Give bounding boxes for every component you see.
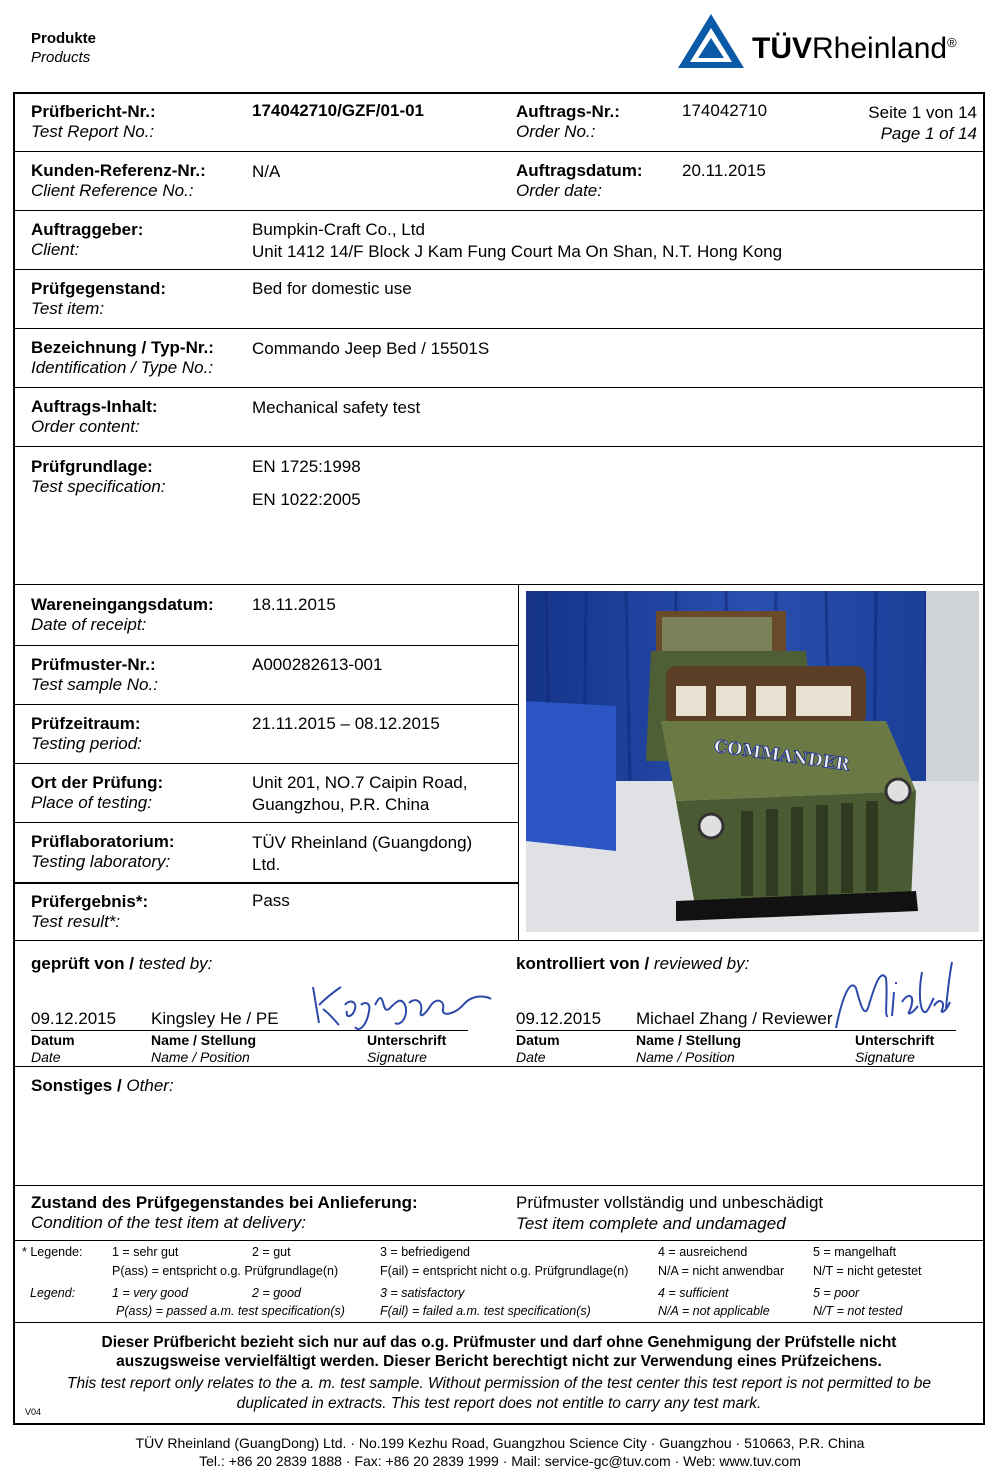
caption-date-en: Date bbox=[31, 1049, 61, 1065]
identification-value: Commando Jeep Bed / 15501S bbox=[252, 339, 490, 358]
legend-de-3: 3 = befriedigend bbox=[380, 1245, 471, 1259]
row-divider bbox=[15, 822, 518, 823]
footer-address: TÜV Rheinland (GuangDong) Ltd. · No.199 Kezhu Road, Guangzhou Science City · Guangzhou · 510663, P.R. China bbox=[135, 1435, 865, 1451]
row-divider bbox=[15, 940, 983, 941]
caption-date-en-right: Date bbox=[516, 1049, 546, 1065]
report-no-label-en: Test Report No.: bbox=[31, 122, 155, 141]
reviewed-name-value: Michael Zhang / Reviewer bbox=[636, 1009, 833, 1028]
sample-no-label-en: Test sample No.: bbox=[31, 675, 158, 694]
brand-bold: TÜV bbox=[752, 32, 812, 65]
row-divider bbox=[15, 1185, 983, 1186]
tested-date-value: 09.12.2015 bbox=[31, 1009, 117, 1028]
page-number-de: Seite 1 von 14 bbox=[868, 103, 977, 122]
footer-contact: Tel.: +86 20 2839 1888 · Fax: +86 20 2839 1999 · Mail: service-gc@tuv.com · Web: www.tuv.com bbox=[199, 1453, 801, 1469]
testing-period-label-de: Prüfzeitraum: bbox=[31, 714, 141, 733]
order-content-label-en: Order content: bbox=[31, 417, 140, 436]
legend-en-nt: N/T = not tested bbox=[813, 1304, 903, 1318]
row-divider bbox=[15, 645, 518, 646]
test-spec-label-de: Prüfgrundlage: bbox=[31, 457, 153, 476]
condition-value-de: Prüfmuster vollständig und unbeschädigt bbox=[516, 1193, 824, 1212]
row-divider bbox=[15, 210, 983, 211]
test-spec-value-1: EN 1725:1998 bbox=[252, 457, 361, 476]
identification-label-en: Identification / Type No.: bbox=[31, 358, 214, 377]
row-divider bbox=[15, 269, 983, 270]
tuv-brand-wordmark bbox=[752, 26, 957, 66]
legend-en-2: 2 = good bbox=[252, 1286, 302, 1300]
sample-no-value: A000282613-001 bbox=[252, 655, 383, 674]
test-spec-label-en: Test specification: bbox=[31, 477, 166, 496]
test-item-label-en: Test item: bbox=[31, 299, 105, 318]
row-divider bbox=[15, 704, 518, 705]
reviewed-by-heading bbox=[516, 953, 749, 975]
tested-by-de: geprüft von / bbox=[31, 954, 134, 973]
client-label-de: Auftraggeber: bbox=[31, 220, 144, 239]
sample-no-label-de: Prüfmuster-Nr.: bbox=[31, 655, 156, 674]
date-receipt-label-en: Date of receipt: bbox=[31, 615, 147, 634]
legend-en-na: N/A = not applicable bbox=[658, 1304, 770, 1318]
tested-by-heading bbox=[31, 953, 212, 975]
brand-registered: ® bbox=[947, 35, 957, 50]
client-address-value: Unit 1412 14/F Block J Kam Fung Court Ma On Shan, N.T. Hong Kong bbox=[252, 242, 783, 261]
row-divider bbox=[15, 1240, 983, 1241]
tuv-triangle-logo-icon bbox=[676, 12, 746, 70]
disclaimer-en-line2: duplicated in extracts. This test report does not entitle to carry any test mark. bbox=[236, 1395, 762, 1412]
legend-de-2: 2 = gut bbox=[252, 1245, 291, 1259]
caption-signature-de: Unterschrift bbox=[367, 1032, 447, 1048]
order-content-label-de: Auftrags-Inhalt: bbox=[31, 397, 158, 416]
other-heading bbox=[31, 1075, 174, 1097]
legend-en-fail: F(ail) = failed a.m. test specification(s) bbox=[380, 1304, 591, 1318]
place-value-line1: Unit 201, NO.7 Caipin Road, bbox=[252, 773, 468, 792]
legend-en-1: 1 = very good bbox=[112, 1286, 189, 1300]
legend-de-fail: F(ail) = entspricht nicht o.g. Prüfgrundlage(n) bbox=[380, 1264, 629, 1278]
disclaimer-de-line2: auszugsweise vervielfältigt werden. Dieser Bericht berechtigt nicht zur Verwendung eines Prüfzeichens. bbox=[116, 1353, 882, 1370]
reviewed-signature-scribble bbox=[830, 958, 955, 1033]
order-content-value: Mechanical safety test bbox=[252, 398, 421, 417]
place-value-line2: Guangzhou, P.R. China bbox=[252, 795, 430, 814]
legend-de-na: N/A = nicht anwendbar bbox=[658, 1264, 785, 1278]
place-label-de: Ort der Prüfung: bbox=[31, 773, 164, 792]
disclaimer-en-line1: This test report only relates to the a. m. test sample. Without permission of the test center this test report is not permitted to be bbox=[67, 1375, 931, 1392]
row-divider bbox=[15, 763, 518, 764]
reviewed-by-de: kontrolliert von / bbox=[516, 954, 650, 973]
client-ref-label-en: Client Reference No.: bbox=[31, 181, 194, 200]
other-en: Other: bbox=[126, 1076, 174, 1095]
legend-en-5: 5 = poor bbox=[813, 1286, 860, 1300]
result-label-en: Test result*: bbox=[31, 912, 121, 931]
header-category-en: Products bbox=[31, 49, 91, 66]
testing-period-value: 21.11.2015 – 08.12.2015 bbox=[252, 714, 440, 733]
tested-name-value: Kingsley He / PE bbox=[151, 1009, 279, 1028]
row-divider bbox=[15, 151, 983, 152]
order-no-value: 174042710 bbox=[682, 101, 768, 120]
legend-en-4: 4 = sufficient bbox=[658, 1286, 729, 1300]
condition-label-en: Condition of the test item at delivery: bbox=[31, 1213, 306, 1232]
legend-de-pass: P(ass) = entspricht o.g. Prüfgrundlage(n) bbox=[112, 1264, 339, 1278]
legend-en-3: 3 = satisfactory bbox=[380, 1286, 465, 1300]
row-divider bbox=[15, 1322, 983, 1323]
test-item-label-de: Prüfgegenstand: bbox=[31, 279, 167, 298]
row-divider bbox=[15, 1066, 983, 1067]
row-divider bbox=[15, 328, 983, 329]
row-divider bbox=[15, 584, 983, 585]
date-receipt-value: 18.11.2015 bbox=[252, 595, 336, 614]
laboratory-label-de: Prüflaboratorium: bbox=[31, 832, 175, 851]
page-number-en: Page 1 of 14 bbox=[880, 124, 977, 143]
legend-label-de: * Legende: bbox=[22, 1245, 83, 1259]
laboratory-label-en: Testing laboratory: bbox=[31, 852, 171, 871]
tested-by-en: tested by: bbox=[138, 954, 213, 973]
caption-name-en: Name / Position bbox=[151, 1049, 250, 1065]
row-divider bbox=[15, 882, 518, 884]
reviewed-by-en: reviewed by: bbox=[653, 954, 750, 973]
client-label-en: Client: bbox=[31, 240, 80, 259]
test-item-photo bbox=[526, 591, 979, 932]
caption-signature-en-right: Signature bbox=[855, 1049, 915, 1065]
condition-label-de: Zustand des Prüfgegenstandes bei Anlieferung: bbox=[31, 1193, 418, 1212]
legend-label-en: Legend: bbox=[30, 1286, 76, 1300]
caption-date-de: Datum bbox=[31, 1032, 75, 1048]
condition-value-en: Test item complete and undamaged bbox=[516, 1214, 786, 1233]
header-category-de: Produkte bbox=[31, 30, 97, 47]
signature-line-reviewed bbox=[516, 1030, 956, 1031]
caption-signature-de-right: Unterschrift bbox=[855, 1032, 935, 1048]
testing-period-label-en: Testing period: bbox=[31, 734, 142, 753]
date-receipt-label-de: Wareneingangsdatum: bbox=[31, 595, 214, 614]
order-date-label-en: Order date: bbox=[516, 181, 602, 200]
order-no-label-de: Auftrags-Nr.: bbox=[516, 102, 620, 121]
legend-de-nt: N/T = nicht getestet bbox=[813, 1264, 922, 1278]
identification-label-de: Bezeichnung / Typ-Nr.: bbox=[31, 338, 214, 357]
client-ref-label-de: Kunden-Referenz-Nr.: bbox=[31, 161, 206, 180]
laboratory-value-line2: Ltd. bbox=[252, 855, 281, 874]
order-date-value: 20.11.2015 bbox=[682, 161, 766, 180]
legend-de-4: 4 = ausreichend bbox=[658, 1245, 748, 1259]
reviewed-date-value: 09.12.2015 bbox=[516, 1009, 602, 1028]
legend-en-pass: P(ass) = passed a.m. test specification(s) bbox=[116, 1304, 345, 1318]
place-label-en: Place of testing: bbox=[31, 793, 152, 812]
caption-name-de: Name / Stellung bbox=[151, 1032, 257, 1048]
test-item-value: Bed for domestic use bbox=[252, 279, 412, 298]
result-value: Pass bbox=[252, 891, 290, 910]
signature-line-tested bbox=[31, 1030, 468, 1031]
order-no-label-en: Order No.: bbox=[516, 122, 596, 141]
tested-signature-scribble bbox=[305, 975, 495, 1035]
result-label-de: Prüfergebnis*: bbox=[31, 892, 149, 911]
legend-de-5: 5 = mangelhaft bbox=[813, 1245, 897, 1259]
brand-regular: Rheinland bbox=[812, 32, 948, 65]
disclaimer-de-line1: Dieser Prüfbericht bezieht sich nur auf das o.g. Prüfmuster und darf ohne Genehmigung der Prüfstelle nicht bbox=[101, 1334, 897, 1351]
caption-signature-en: Signature bbox=[367, 1049, 427, 1065]
other-de: Sonstiges / bbox=[31, 1076, 122, 1095]
photo-label-commander: COMMANDER bbox=[712, 736, 851, 776]
report-no-value: 174042710/GZF/01-01 bbox=[252, 101, 425, 120]
row-divider bbox=[15, 446, 983, 447]
caption-date-de-right: Datum bbox=[516, 1032, 560, 1048]
caption-name-de-right: Name / Stellung bbox=[636, 1032, 742, 1048]
test-spec-value-2: EN 1022:2005 bbox=[252, 490, 361, 509]
version-code: V04 bbox=[25, 1407, 42, 1417]
client-name-value: Bumpkin-Craft Co., Ltd bbox=[252, 220, 425, 239]
legend-de-1: 1 = sehr gut bbox=[112, 1245, 179, 1259]
laboratory-value-line1: TÜV Rheinland (Guangdong) bbox=[252, 833, 473, 852]
row-divider bbox=[15, 387, 983, 388]
caption-name-en-right: Name / Position bbox=[636, 1049, 735, 1065]
order-date-label-de: Auftragsdatum: bbox=[516, 161, 643, 180]
client-ref-value: N/A bbox=[252, 162, 281, 181]
report-no-label-de: Prüfbericht-Nr.: bbox=[31, 102, 156, 121]
column-divider bbox=[518, 584, 519, 940]
